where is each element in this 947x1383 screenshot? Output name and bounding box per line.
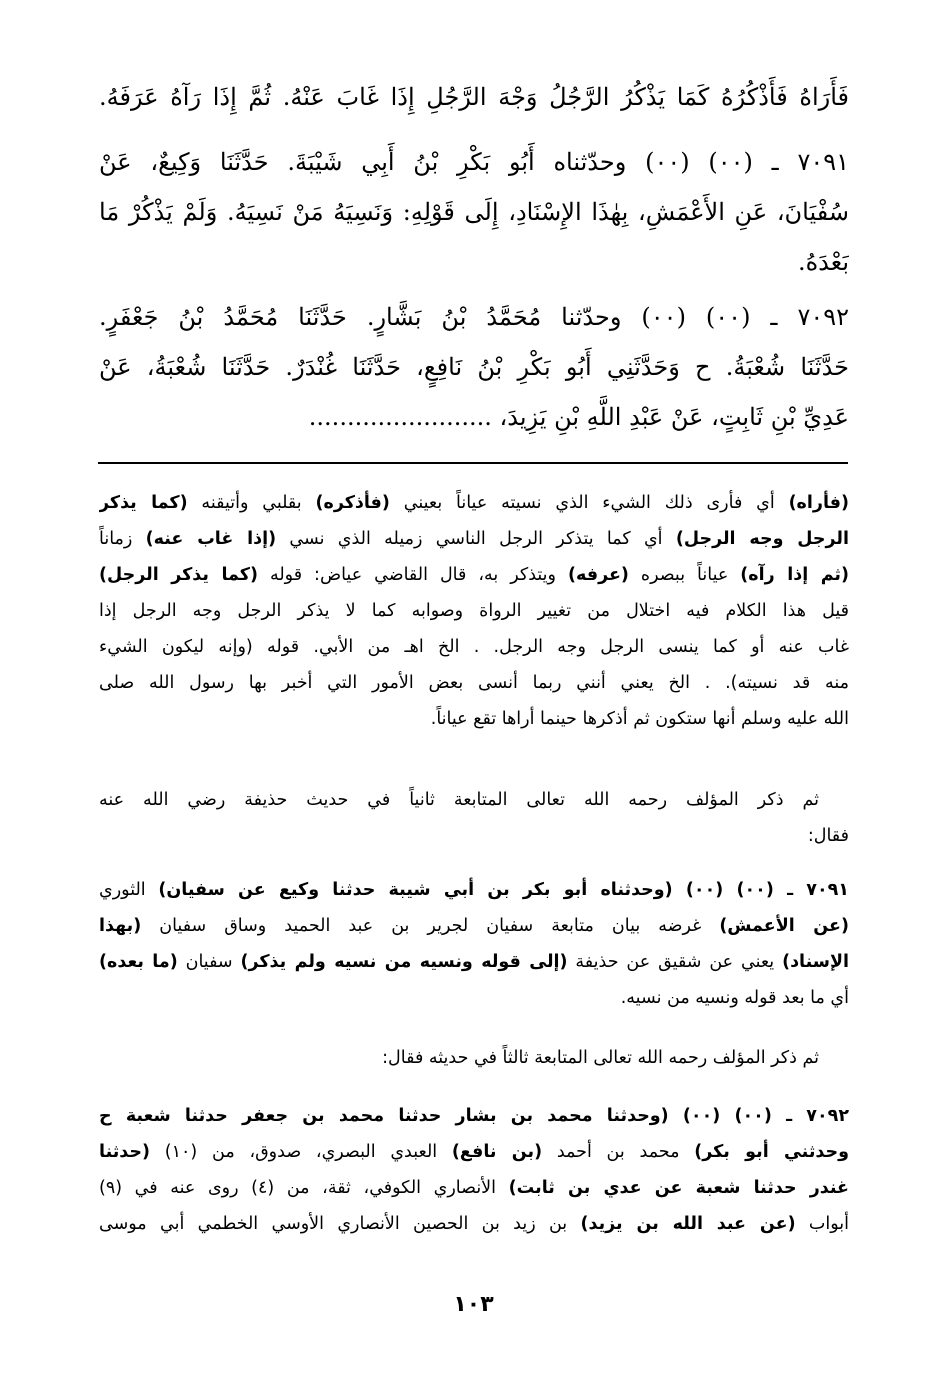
commentary-line: منه قد نسيته). . الخ يعني أنني ربما أنسى بعض الأمور التي أخبر بها رسول الله صلى [99, 673, 849, 693]
commentary-line: الإسناد) يعني عن شقيق عن حذيفة (إلى قوله ونسيه من نسيه ولم يذكر) سفيان (ما بعده) [99, 952, 849, 972]
main-line: ٧٠٩٢ ـ (٠٠) (٠٠) وحدّثنا مُحَمَّدُ بْنُ بَشَّارٍ. حَدَّثَنَا مُحَمَّدُ بْنُ جَعْفَرٍ. [99, 303, 849, 331]
commentary-line: ثم ذكر المؤلف رحمه الله تعالى المتابعة ثالثاً في حديثه فقال: [382, 1048, 819, 1068]
commentary-line: ٧٠٩١ ـ (٠٠) (٠٠) (وحدثناه أبو بكر بن أبي شيبة حدثنا وكيع عن سفيان) الثوري [99, 880, 849, 900]
commentary-line: (عن الأعمش) غرضه بيان متابعة سفيان لجرير بن عبد الحميد وساق سفيان (بهذا [99, 916, 849, 936]
main-line: بَعْدَهُ. [797, 248, 849, 276]
commentary-line: غندر حدثنا شعبة عن عدي بن ثابت) الأنصاري الكوفي، ثقة، من (٤) روى عنه في (٩) [99, 1178, 849, 1198]
commentary-line: (فأراه) أي فأرى ذلك الشيء الذي نسيته عياناً بعيني (فأذكره) بقلبي وأتيقنه (كما يذكر [99, 493, 849, 513]
commentary-line: ثم ذكر المؤلف رحمه الله تعالى المتابعة ثانياً في حديث حذيفة رضي الله عنه [99, 790, 819, 810]
main-line: سُفْيَانَ، عَنِ الأَعْمَشِ، بِهٰذَا الإِسْنَادِ، إِلَى قَوْلِهِ: وَنَسِيَهُ مَنْ نَسِيَهُ. وَلَمْ يَذْكُرْ مَا [99, 198, 849, 226]
main-line: ٧٠٩١ ـ (٠٠) (٠٠) وحدّثناه أَبُو بَكْرِ بْنُ أَبِي شَيْبَةَ. حَدَّثَنَا وَكِيعٌ، عَنْ [99, 148, 849, 176]
commentary-line: فقال: [807, 826, 849, 846]
commentary-line: أبواب (عن عبد الله بن يزيد) بن زيد بن الحصين الأنصاري الأوسي الخطمي أبي موسى [99, 1214, 849, 1234]
footnote-divider [98, 462, 848, 464]
commentary-line: الرجل وجه الرجل) أي كما يتذكر الرجل الناسي زميله الذي نسي (إذا غاب عنه) زماناً [99, 529, 849, 549]
page-number: ١٠٣ [453, 1292, 494, 1317]
commentary-line: الله عليه وسلم أنها ستكون ثم أذكرها حينما أراها تقع عياناً. [430, 709, 849, 729]
main-line: حَدَّثَنَا شُعْبَةُ. ح وَحَدَّثَنِي أَبُو بَكْرِ بْنُ نَافِعٍ، حَدَّثَنَا غُنْدَرٌ. حَدَّثَنَا شُعْبَةُ، عَنْ [99, 353, 849, 381]
main-line: عَدِيِّ بْنِ ثَابِتٍ، عَنْ عَبْدِ اللَّهِ بْنِ يَزِيدَ، ........................ [308, 403, 849, 431]
commentary-line: أي ما بعد قوله ونسيه من نسيه. [620, 988, 849, 1008]
commentary-line: قيل هذا الكلام فيه اختلال من تغيير الرواة وصوابه كما لا يذكر الرجل وجه الرجل إذا [99, 601, 849, 621]
commentary-line: غاب عنه أو كما ينسى الرجل وجه الرجل. . الخ اهـ من الأبي. قوله (وإنه ليكون الشيء [99, 637, 849, 657]
commentary-line: ٧٠٩٢ ـ (٠٠) (٠٠) (وحدثنا محمد بن بشار حدثنا محمد بن جعفر حدثنا شعبة ح [99, 1106, 849, 1126]
main-line: فَأَرَاهُ فَأَذْكُرُهُ كَمَا يَذْكُرُ الرَّجُلُ وَجْهَ الرَّجُلِ إِذَا غَابَ عَنْهُ. ثُمَّ إِذَا رَآهُ عَرَفَهُ. [99, 83, 849, 111]
commentary-line: (ثم إذا رآه) عياناً ببصره (عرفه) ويتذكر به، قال القاضي عياض: قوله (كما يذكر الرجل) [99, 565, 849, 585]
commentary-line: وحدثني أبو بكر) محمد بن أحمد (بن نافع) العبدي البصري، صدوق، من (١٠) (حدثنا [99, 1142, 849, 1162]
